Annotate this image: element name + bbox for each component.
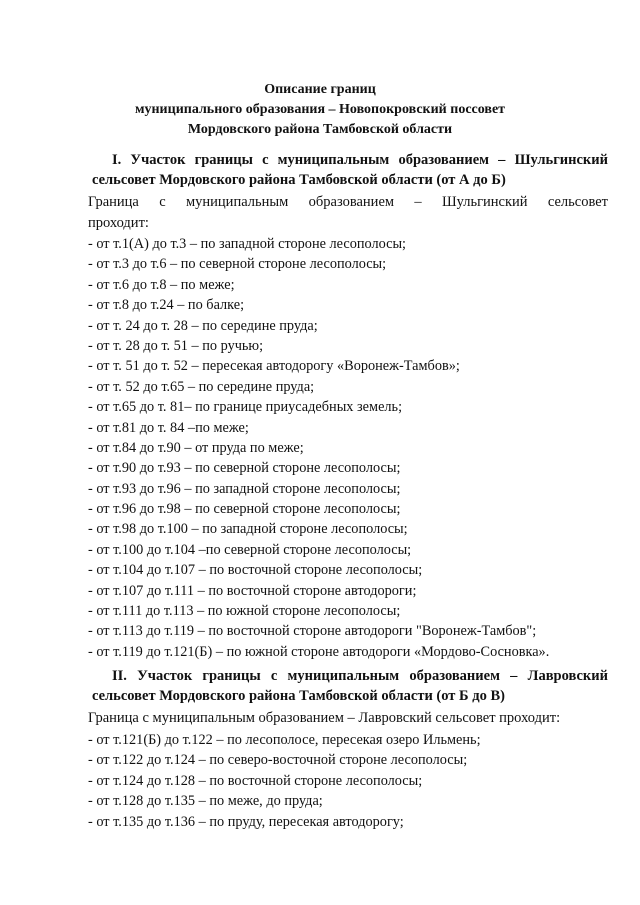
title-line-2: муниципального образования – Новопокровский поссовет bbox=[134, 102, 506, 117]
section-2-heading-line-1: II. Участок границы с муниципальным образованием – Лавровский bbox=[112, 668, 608, 684]
list-item: - от т.107 до т.111 – по восточной стороне автодороги; bbox=[88, 581, 549, 601]
list-item: - от т.135 до т.136 – по пруду, пересекая автодорогу; bbox=[88, 812, 481, 832]
list-item: - от т. 24 до т. 28 – по середине пруда; bbox=[88, 316, 549, 336]
list-item: - от т.124 до т.128 – по восточной стороне лесополосы; bbox=[88, 771, 481, 791]
section-1-heading-line-1: I. Участок границы с муниципальным образованием – Шульгинский bbox=[112, 152, 608, 168]
list-item: - от т.8 до т.24 – по балке; bbox=[88, 295, 549, 315]
list-item: - от т.128 до т.135 – по меже, до пруда; bbox=[88, 791, 481, 811]
list-item: - от т.6 до т.8 – по меже; bbox=[88, 275, 549, 295]
list-item: - от т.90 до т.93 – по северной стороне лесополосы; bbox=[88, 458, 549, 478]
list-item: - от т.121(Б) до т.122 – по лесополосе, пересекая озеро Ильмень; bbox=[88, 730, 481, 750]
list-item: - от т.98 до т.100 – по западной стороне лесополосы; bbox=[88, 519, 549, 539]
section-1-boundary-list bbox=[88, 234, 549, 662]
list-item: - от т.93 до т.96 – по западной стороне лесополосы; bbox=[88, 479, 549, 499]
section-2-heading-line-2: сельсовет Мордовского района Тамбовской области (от Б до В) bbox=[92, 688, 505, 704]
list-item: - от т.113 до т.119 – по восточной стороне автодороги "Воронеж-Тамбов"; bbox=[88, 621, 549, 641]
list-item: - от т.104 до т.107 – по восточной стороне лесополосы; bbox=[88, 560, 549, 580]
title-line-1: Описание границ bbox=[264, 82, 376, 97]
section-1-intro-line-1: Граница с муниципальным образованием – Шульгинский сельсовет bbox=[88, 194, 608, 210]
list-item: - от т.3 до т.6 – по северной стороне лесополосы; bbox=[88, 254, 549, 274]
section-2-heading bbox=[92, 666, 608, 706]
document-title bbox=[0, 80, 640, 140]
section-2-intro-line-1: Граница с муниципальным образованием – Лавровский сельсовет проходит: bbox=[88, 710, 561, 726]
list-item: - от т. 51 до т. 52 – пересекая автодорогу «Воронеж-Тамбов»; bbox=[88, 356, 549, 376]
list-item: - от т.111 до т.113 – по южной стороне лесополосы; bbox=[88, 601, 549, 621]
section-2-boundary-list bbox=[88, 730, 481, 832]
section-1-intro-line-2: проходит: bbox=[88, 215, 149, 231]
list-item: - от т.81 до т. 84 –по меже; bbox=[88, 418, 549, 438]
list-item: - от т.65 до т. 81– по границе приусадебных земель; bbox=[88, 397, 549, 417]
list-item: - от т. 28 до т. 51 – по ручью; bbox=[88, 336, 549, 356]
list-item: - от т.100 до т.104 –по северной стороне лесополосы; bbox=[88, 540, 549, 560]
list-item: - от т.84 до т.90 – от пруда по меже; bbox=[88, 438, 549, 458]
section-1-heading bbox=[92, 150, 608, 190]
list-item: - от т.122 до т.124 – по северо-восточной стороне лесополосы; bbox=[88, 750, 481, 770]
section-1-heading-line-2: сельсовет Мордовского района Тамбовской области (от А до Б) bbox=[92, 172, 506, 188]
title-line-3: Мордовского района Тамбовской области bbox=[187, 122, 453, 137]
list-item: - от т. 52 до т.65 – по середине пруда; bbox=[88, 377, 549, 397]
list-item: - от т.119 до т.121(Б) – по южной стороне автодороги «Мордово-Сосновка». bbox=[88, 642, 549, 662]
list-item: - от т.96 до т.98 – по северной стороне лесополосы; bbox=[88, 499, 549, 519]
list-item: - от т.1(А) до т.3 – по западной стороне лесополосы; bbox=[88, 234, 549, 254]
